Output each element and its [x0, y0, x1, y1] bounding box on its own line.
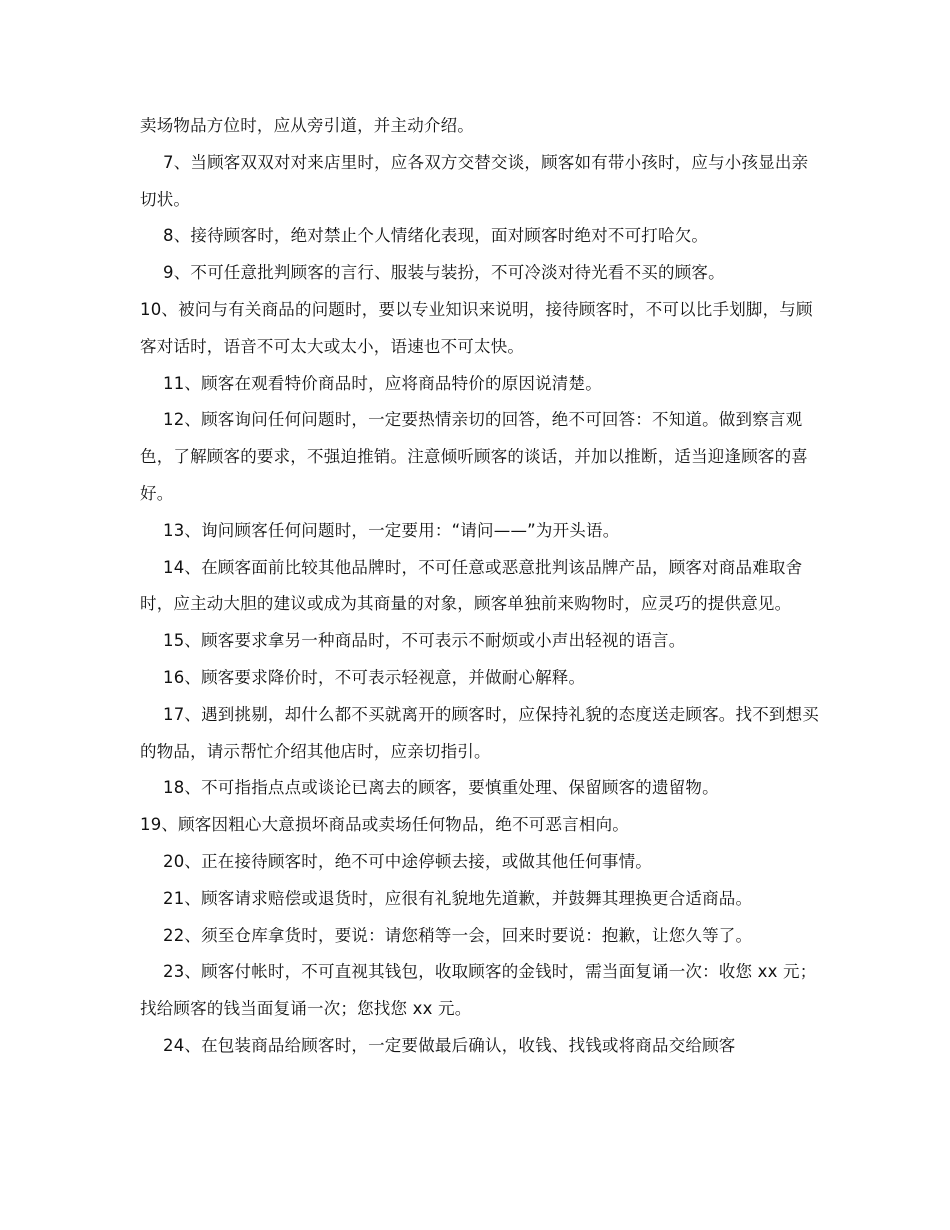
- paragraph-13: 19、顾客因粗心大意损坏商品或卖场任何物品，绝不可恶言相向。: [140, 815, 629, 835]
- paragraph-15: 21、顾客请求赔偿或退货时，应很有礼貌地先道歉，并鼓舞其理换更合适商品。: [163, 888, 753, 908]
- paragraph-12: 18、不可指指点点或谈论已离去的顾客，要慎重处理、保留顾客的遗留物。: [163, 778, 719, 798]
- paragraph-3: 9、不可任意批判顾客的言行、服装与装扮，不可冷淡对待光看不买的顾客。: [163, 263, 725, 283]
- paragraph-8: 14、在顾客面前比较其他品牌时，不可任意或恶意批判该品牌产品，顾客对商品难取舍时，应主动大胆的建议或成为其商量的对象，顾客单独前来购物时，应灵巧的提供意见。: [140, 557, 803, 614]
- paragraph-1: 7、当顾客双双对对来店里时，应各双方交替交谈，顾客如有带小孩时，应与小孩显出亲切状。: [140, 152, 809, 209]
- document-body: [140, 108, 820, 1065]
- paragraph-4: 10、被问与有关商品的问题时，要以专业知识来说明，接待顾客时，不可以比手划脚，与顾客对话时，语音不可太大或太小，语速也不可太快。: [140, 299, 813, 356]
- paragraph-5: 11、顾客在观看特价商品时，应将商品特价的原因说清楚。: [163, 373, 602, 393]
- paragraph-11: 17、遇到挑剔，却什么都不买就离开的顾客时，应保持礼貌的态度送走顾客。找不到想买的物品，请示帮忙介绍其他店时，应亲切指引。: [140, 704, 819, 761]
- paragraph-9: 15、顾客要求拿另一种商品时，不可表示不耐烦或小声出轻视的语言。: [163, 631, 686, 651]
- paragraph-17: 23、顾客付帐时，不可直视其钱包，收取顾客的金钱时，需当面复诵一次：收您 xx 元；找给顾客的钱当面复诵一次；您找您 xx 元。: [140, 962, 817, 1019]
- paragraph-6: 12、顾客询问任何问题时，一定要热情亲切的回答，绝不可回答：不知道。做到察言观色，了解顾客的要求，不强迫推销。注意倾听顾客的谈话，并加以推断，适当迎逢顾客的喜好。: [140, 410, 808, 503]
- paragraph-16: 22、须至仓库拿货时，要说：请您稍等一会，回来时要说：抱歉，让您久等了。: [163, 925, 753, 945]
- paragraph-0: 卖场物品方位时，应从旁引道，并主动介绍。: [140, 116, 474, 135]
- paragraph-18: 24、在包装商品给顾客时，一定要做最后确认，收钱、找钱或将商品交给顾客: [163, 1035, 736, 1055]
- paragraph-14: 20、正在接待顾客时，绝不可中途停顿去接，或做其他任何事情。: [163, 851, 652, 871]
- paragraph-2: 8、接待顾客时，绝对禁止个人情绪化表现，面对顾客时绝对不可打哈欠。: [163, 226, 709, 246]
- paragraph-7: 13、询问顾客任何问题时，一定要用：“请问——”为开头语。: [163, 520, 620, 540]
- paragraph-10: 16、顾客要求降价时，不可表示轻视意，并做耐心解释。: [163, 667, 586, 687]
